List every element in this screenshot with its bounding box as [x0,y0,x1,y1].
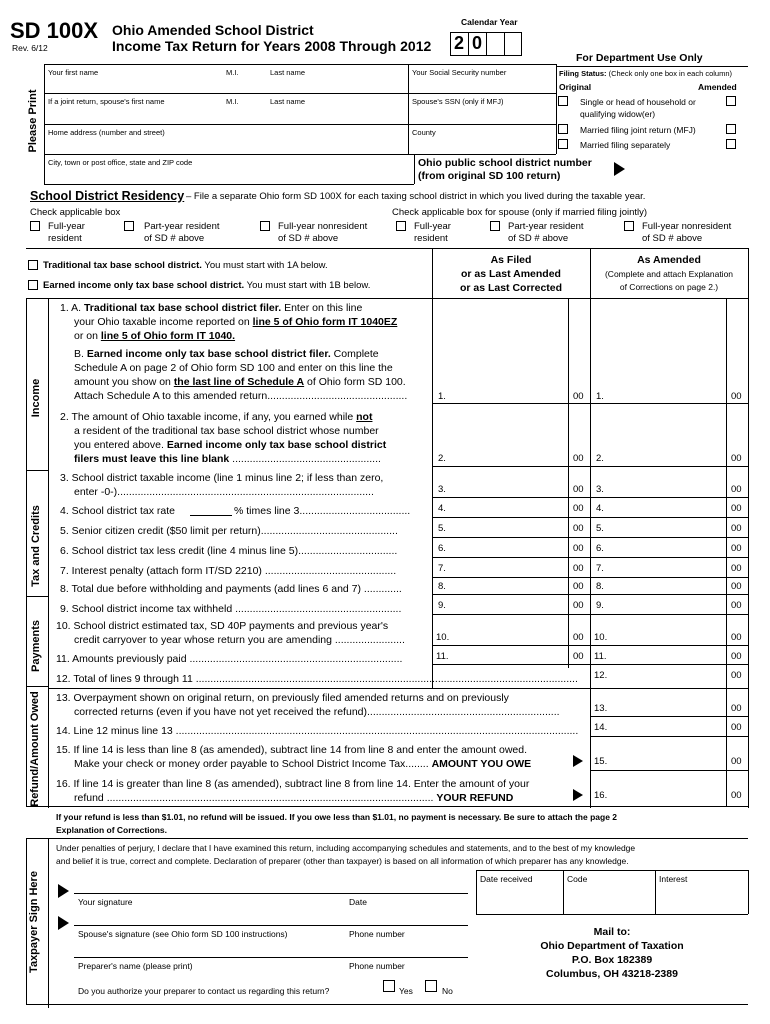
line-6-num-amended: 6. [596,543,604,554]
authorize-question: Do you authorize your preparer to contact us regarding this return? [78,986,330,996]
line-3-cents-amended: 00 [731,484,742,495]
mail-to-label: Mail to: [593,926,631,938]
spouse-partyear-checkbox[interactable] [490,221,500,231]
ssn-label: Your Social Security number [412,68,507,77]
line-12-num-amended: 12. [594,670,608,681]
line-3-text-2: enter -0-)........................................................................................ [74,486,374,498]
original-mfj-checkbox[interactable] [558,124,568,134]
please-print-label: Please Print [27,89,39,153]
filing-opt3: Married filing separately [580,140,671,150]
line-2-cents-filed: 00 [573,453,584,464]
notice-line-2: Explanation of Corrections. [56,825,167,835]
as-amended-header-3: of Corrections on page 2.) [619,282,719,292]
nonresident-checkbox[interactable] [260,221,270,231]
original-single-checkbox[interactable] [558,96,568,106]
line-2-num-filed: 2. [438,453,446,464]
check-box-label: Check applicable box [30,207,121,218]
original-mfs-checkbox[interactable] [558,139,568,149]
year-digit-1: 2 [454,33,465,53]
line-10-text-2: credit carryover to year whose return you are amending ........................ [74,634,405,646]
authorize-yes-checkbox[interactable] [383,980,395,992]
line-9-cents-amended: 00 [731,600,742,611]
as-amended-header-1: As Amended [637,254,701,266]
line-15-text-2: Make your check or money order payable to School District Income Tax........ AMOUNT YOU OWE [74,758,532,770]
as-amended-header-2: (Complete and attach Explanation [604,269,734,279]
owe-arrow-icon [573,755,583,767]
line-4-text-a: 4. School district tax rate [60,505,175,517]
line-15-num-amended: 15. [594,756,608,767]
as-filed-header-1: As Filed [490,254,532,266]
line-4-cents-amended: 00 [731,503,742,514]
form-id: SD 100X [10,18,99,43]
line-15-text-1: 15. If line 14 is less than line 8 (as amended), subtract line 14 from line 8 and enter the amount owed. [56,744,528,756]
line-11-num-amended: 11. [594,651,607,662]
arrow-right-icon [614,162,625,176]
line-13-cents-amended: 00 [731,703,742,714]
filing-original-label: Original [559,82,592,92]
preparer-phone-label: Phone number [349,961,405,971]
dept-use-label: For Department Use Only [576,52,703,64]
filing-opt1a: Single or head of household or [580,97,696,107]
line-8-num-filed: 8. [438,581,446,592]
residency-desc: – File a separate Ohio form SD 100X for each taxing school district in which you lived during the taxable year. [186,191,646,202]
line-8-num-amended: 8. [596,581,604,592]
authorize-yes-label: Yes [399,986,413,996]
line-11-cents-amended: 00 [731,651,742,662]
line-1a-text-1: 1. A. Traditional tax base school district filer. Enter on this line [60,302,363,314]
spouse-fullyear-label-1: Full-year [414,221,451,232]
line-1a-text-3: or on line 5 of Ohio form IT 1040. [74,330,236,342]
phone-label: Phone number [349,929,405,939]
form-title-line1: Ohio Amended School District [112,22,314,38]
as-filed-header-3: or as Last Corrected [459,282,563,294]
line-1-num-filed: 1. [438,391,446,402]
line-4-text-b: % times line 3...................................... [234,505,411,517]
refund-arrow-icon [573,789,583,801]
spouse-fullyear-checkbox[interactable] [396,221,406,231]
as-filed-header-2: or as Last Amended [461,268,561,280]
amended-mfs-checkbox[interactable] [726,139,736,149]
line-13-text-1: 13. Overpayment shown on original return, on previously filed amended returns and on previously [56,692,509,704]
line-8-cents-amended: 00 [731,581,742,592]
line-5-cents-filed: 00 [573,523,584,534]
line-5-text: 5. Senior citizen credit ($50 limit per return)............................................... [60,525,398,537]
spouse-first-name-label: If a joint return, spouse's first name [48,97,165,106]
refund-section-label: Refund/Amount Owed [29,691,41,807]
spouse-mi-label: M.I. [226,97,239,106]
line-4-cents-filed: 00 [573,503,584,514]
mail-address-1: Ohio Department of Taxation [540,940,684,952]
line-16-num-amended: 16. [594,790,608,801]
line-9-text: 9. School district income tax withheld ......................................................... [60,603,402,615]
line-3-num-filed: 3. [438,484,446,495]
line-8-cents-filed: 00 [573,581,584,592]
line-1b-text-1: B. Earned income only tax base school district filer. Complete [74,348,379,360]
line-1b-text-4: Attach Schedule A to this amended return................................................ [74,390,408,402]
line-7-num-amended: 7. [596,563,604,574]
spouse-nonresident-label-2: of SD # above [642,233,703,244]
line-2-text-4: filers must leave this line blank ................................................... [74,453,381,465]
line-13-num-amended: 13. [594,703,608,714]
line-1b-text-2: Schedule A on page 2 of Ohio form SD 100 and enter on this line the [74,362,393,374]
city-label: City, town or post office, state and ZIP code [48,158,193,167]
line-4-num-amended: 4. [596,503,604,514]
amended-mfj-checkbox[interactable] [726,124,736,134]
partyear-label-2: of SD # above [144,233,205,244]
mail-address-3: Columbus, OH 43218-2389 [546,968,678,980]
nonresident-label-2: of SD # above [278,233,339,244]
nonresident-label-1: Full-year nonresident [278,221,368,232]
line-2-text-2: a resident of the traditional tax base school district whose number [74,425,379,437]
partyear-resident-checkbox[interactable] [124,221,134,231]
mail-address-2: P.O. Box 182389 [571,954,653,966]
line-2-text-3: you entered above. Earned income only tax base school district [74,439,387,451]
traditional-base-checkbox[interactable] [28,260,38,270]
payments-section-label: Payments [30,620,42,672]
line-1a-text-2: your Ohio taxable income reported on line 5 of Ohio form IT 1040EZ [74,316,398,328]
line-10-num-filed: 10. [436,632,450,643]
line-14-cents-amended: 00 [731,722,742,733]
line-12-cents-amended: 00 [731,670,742,681]
line-2-text-1: 2. The amount of Ohio taxable income, if any, you earned while not [60,411,373,423]
income-section-label: Income [30,378,42,418]
sign-section-label: Taxpayer Sign Here [28,871,40,973]
calendar-year-label: Calendar Year [461,17,518,27]
line-13-text-2: corrected returns (even if you have not yet received the refund).................................................................. [74,706,560,718]
authorize-no-label: No [442,986,453,996]
line-6-cents-amended: 00 [731,543,742,554]
line-3-text-1: 3. School district taxable income (line 1 minus line 2; if less than zero, [60,472,384,484]
line-5-cents-amended: 00 [731,523,742,534]
line-11-cents-filed: 00 [573,651,584,662]
line-5-num-filed: 5. [438,523,446,534]
last-name-label: Last name [270,68,306,77]
line-7-cents-amended: 00 [731,563,742,574]
line-8-text: 8. Total due before withholding and payments (add lines 6 and 7) ............. [60,583,402,595]
revision: Rev. 6/12 [12,43,48,53]
fullyear-resident-checkbox[interactable] [30,221,40,231]
line-3-cents-filed: 00 [573,484,584,495]
partyear-label-1: Part-year resident [144,221,220,232]
spouse-sign-arrow-icon [58,916,69,930]
line-7-text: 7. Interest penalty (attach form IT/SD 2210) ............................................. [60,565,397,577]
spouse-signature-label: Spouse's signature (see Ohio form SD 100 instructions) [78,929,288,939]
filing-opt2: Married filing joint return (MFJ) [580,125,696,135]
filing-amended-label: Amended [698,82,737,92]
spouse-partyear-label-1: Part-year resident [508,221,584,232]
line-9-num-amended: 9. [596,600,604,611]
spouse-ssn-label: Spouse's SSN (only if MFJ) [412,97,504,106]
line-2-num-amended: 2. [596,453,604,464]
residency-title: School District Residency [30,189,185,203]
line-10-cents-amended: 00 [731,632,742,643]
perjury-line-1: Under penalties of perjury, I declare that I have examined this return, including accompanying schedules and statements, and to the best of my knowledge [56,843,636,853]
year-digit-2: 0 [472,33,483,53]
line-16-text-1: 16. If line 14 is greater than line 8 (as amended), subtract line 8 from line 14. Enter the amount of your [56,778,530,790]
line-6-num-filed: 6. [438,543,446,554]
your-signature-label: Your signature [78,897,133,907]
line-16-cents-amended: 00 [731,790,742,801]
line-1-num-amended: 1. [596,391,604,402]
line-10-cents-filed: 00 [573,632,584,643]
traditional-base-label: Traditional tax base school district. You must start with 1A below. [43,260,328,271]
earned-base-checkbox[interactable] [28,280,38,290]
line-6-cents-filed: 00 [573,543,584,554]
mi-label: M.I. [226,68,239,77]
line-3-num-amended: 3. [596,484,604,495]
earned-base-label: Earned income only tax base school district. You must start with 1B below. [43,280,371,291]
line-15-cents-amended: 00 [731,756,742,767]
line-1-cents-filed: 00 [573,391,584,402]
line-9-cents-filed: 00 [573,600,584,611]
filing-status-label: Filing Status: (Check only one box in each column) [559,69,732,78]
line-7-cents-filed: 00 [573,563,584,574]
spouse-last-name-label: Last name [270,97,306,106]
sign-arrow-icon [58,884,69,898]
line-11-num-filed: 11. [436,651,449,662]
address-label: Home address (number and street) [48,128,165,137]
code-label: Code [567,874,588,884]
date-label: Date [349,897,367,907]
amended-single-checkbox[interactable] [726,96,736,106]
line-1b-text-3: amount you show on the last line of Schedule A of Ohio form SD 100. [74,376,406,388]
line-2-cents-amended: 00 [731,453,742,464]
line-10-text-1: 10. School district estimated tax, SD 40P payments and previous year's [56,620,389,632]
preparer-name-label: Preparer's name (please print) [78,961,193,971]
notice-line-1: If your refund is less than $1.01, no refund will be issued. If you owe less than $1.01, no payment is necessary. Be sure to attach the page 2 [56,812,618,822]
line-7-num-filed: 7. [438,563,446,574]
spouse-nonresident-label-1: Full-year nonresident [642,221,732,232]
line-6-text: 6. School district tax less credit (line 4 minus line 5).................................. [60,545,398,557]
line-12-text: 12. Total of lines 9 through 11 ................................................................................................................................... [56,673,578,685]
spouse-fullyear-label-2: resident [414,233,448,244]
line-10-num-amended: 10. [594,632,608,643]
district-number-label-2: (from original SD 100 return) [418,170,561,182]
fullyear-label-1: Full-year [48,221,85,232]
fullyear-label-2: resident [48,233,82,244]
line-9-num-filed: 9. [438,600,446,611]
check-spouse-label: Check applicable box for spouse (only if married filing jointly) [392,207,648,218]
district-number-label-1: Ohio public school district number [418,157,592,169]
filing-opt1b: qualifying widow(er) [580,109,656,119]
spouse-nonresident-checkbox[interactable] [624,221,634,231]
line-5-num-amended: 5. [596,523,604,534]
date-received-label: Date received [480,874,533,884]
form-title-line2: Income Tax Return for Years 2008 Through 2012 [112,38,432,54]
spouse-partyear-label-2: of SD # above [508,233,569,244]
tax-credits-section-label: Tax and Credits [30,505,42,587]
perjury-line-2: and belief it is true, correct and complete. Declaration of preparer (other than taxpayer) is based on all information of which preparer has any knowledge. [56,856,629,866]
county-label: County [412,128,436,137]
line-14-num-amended: 14. [594,722,608,733]
first-name-label: Your first name [48,68,99,77]
interest-label: Interest [659,874,688,884]
line-4-num-filed: 4. [438,503,446,514]
line-14-text: 14. Line 12 minus line 13 .......................................................................................................................................... [56,725,579,737]
line-1-cents-amended: 00 [731,391,742,402]
line-11-text: 11. Amounts previously paid ......................................................................... [56,653,403,665]
line-16-text-2: refund ................................................................................................................ YOUR REFUND [74,792,514,804]
authorize-no-checkbox[interactable] [425,980,437,992]
